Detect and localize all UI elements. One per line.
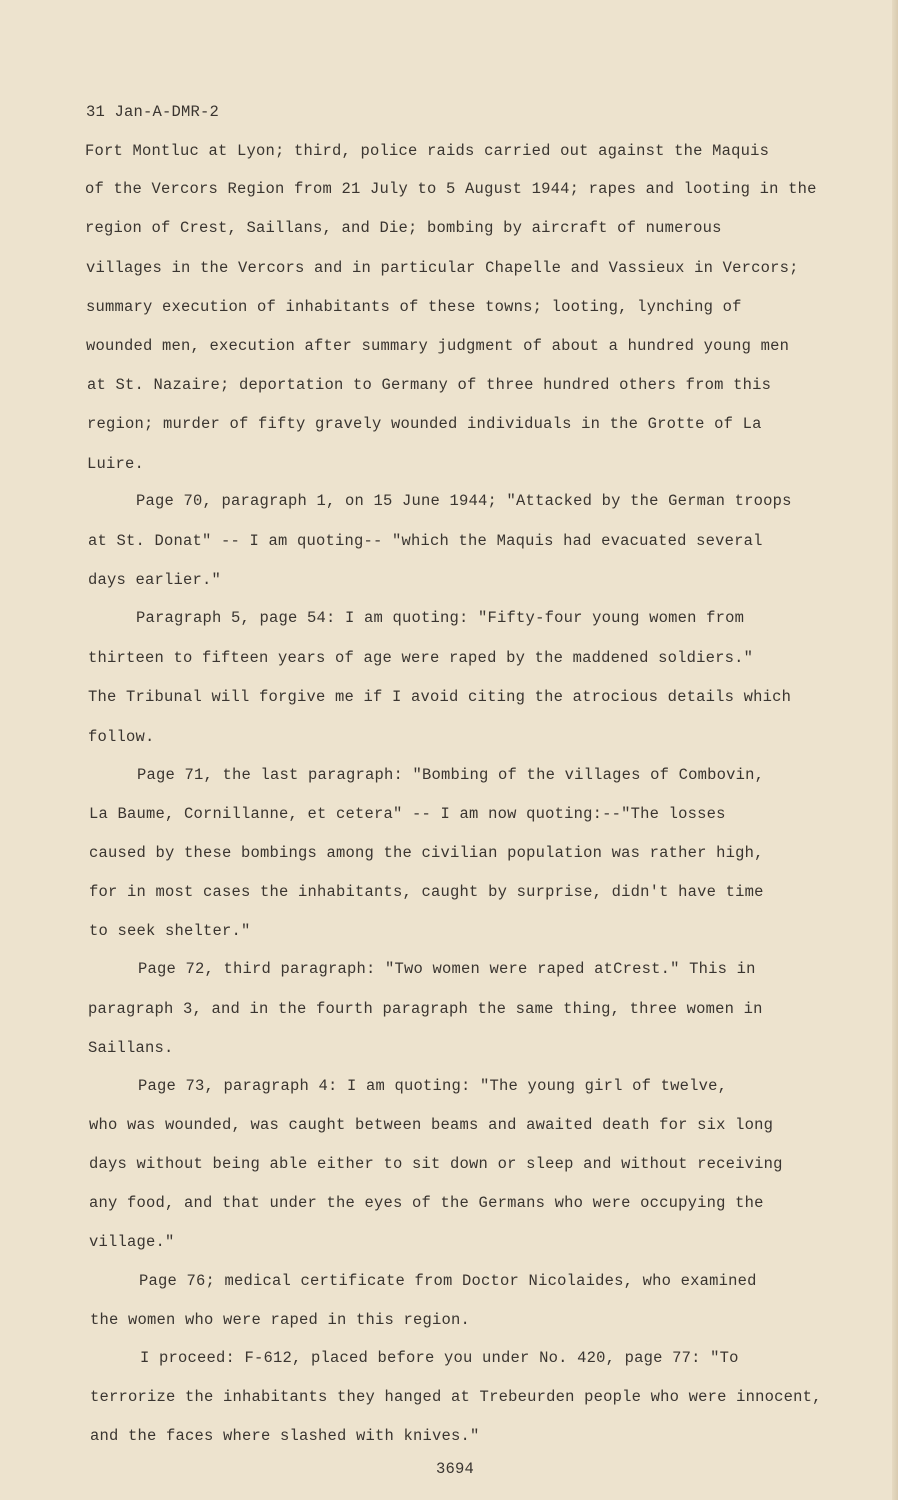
text-line: summary execution of inhabitants of these towns; looting, lynching of [86,298,742,316]
page-number: 3694 [436,1460,475,1478]
text-line: at St. Nazaire; deportation to Germany of three hundred others from this [87,376,772,394]
text-line: for in most cases the inhabitants, caught by surprise, didn't have time [89,883,764,901]
text-line: terrorize the inhabitants they hanged at Trebeurden people who were innocent, [90,1388,822,1406]
text-line: The Tribunal will forgive me if I avoid citing the atrocious details which [88,688,792,706]
text-line: days without being able either to sit down or sleep and without receiving [89,1155,783,1173]
text-line: of the Vercors Region from 21 July to 5 August 1944; rapes and looting in the [85,180,817,198]
text-line: caused by these bombings among the civilian population was rather high, [89,844,764,862]
text-line: to seek shelter." [89,922,251,940]
text-line: I proceed: F-612, placed before you under No. 420, page 77: "To [140,1349,739,1367]
paper-edge [892,0,898,1500]
text-line: Fort Montluc at Lyon; third, police raids carried out against the Maquis [85,142,770,160]
text-line: Page 70, paragraph 1, on 15 June 1944; "Attacked by the German troops [136,492,792,510]
text-line: Page 73, paragraph 4: I am quoting: "The young girl of twelve, [138,1077,728,1095]
document-header: 31 Jan-A-DMR-2 [86,103,220,121]
text-line: Luire. [87,455,145,473]
text-line: villages in the Vercors and in particular Chapelle and Vassieux in Vercors; [86,259,799,277]
text-line: wounded men, execution after summary judgment of about a hundred young men [86,337,790,355]
text-line: paragraph 3, and in the fourth paragraph the same thing, three women in [88,1000,763,1018]
text-line: any food, and that under the eyes of the Germans who were occupying the [89,1194,764,1212]
text-line: and the faces where slashed with knives." [90,1427,480,1445]
text-line: who was wounded, was caught between beams and awaited death for six long [89,1116,774,1134]
text-line: region of Crest, Saillans, and Die; bombing by aircraft of numerous [85,219,722,237]
text-line: the women who were raped in this region. [90,1311,471,1329]
text-line: village." [89,1233,175,1251]
text-line: region; murder of fifty gravely wounded individuals in the Grotte of La [87,415,762,433]
text-line: Paragraph 5, page 54: I am quoting: "Fifty-four young women from [136,609,745,627]
text-line: thirteen to fifteen years of age were raped by the maddened soldiers." [88,649,754,667]
text-line: Page 76; medical certificate from Doctor Nicolaides, who examined [139,1272,757,1290]
text-line: Saillans. [88,1039,174,1057]
text-line: days earlier." [88,571,222,589]
text-line: La Baume, Cornillanne, et cetera" -- I am now quoting:--"The losses [89,805,726,823]
text-line: follow. [88,728,155,746]
text-line: Page 71, the last paragraph: "Bombing of the villages of Combovin, [137,766,765,784]
text-line: at St. Donat" -- I am quoting-- "which the Maquis had evacuated several [88,532,763,550]
text-line: Page 72, third paragraph: "Two women were raped atCrest." This in [138,960,756,978]
